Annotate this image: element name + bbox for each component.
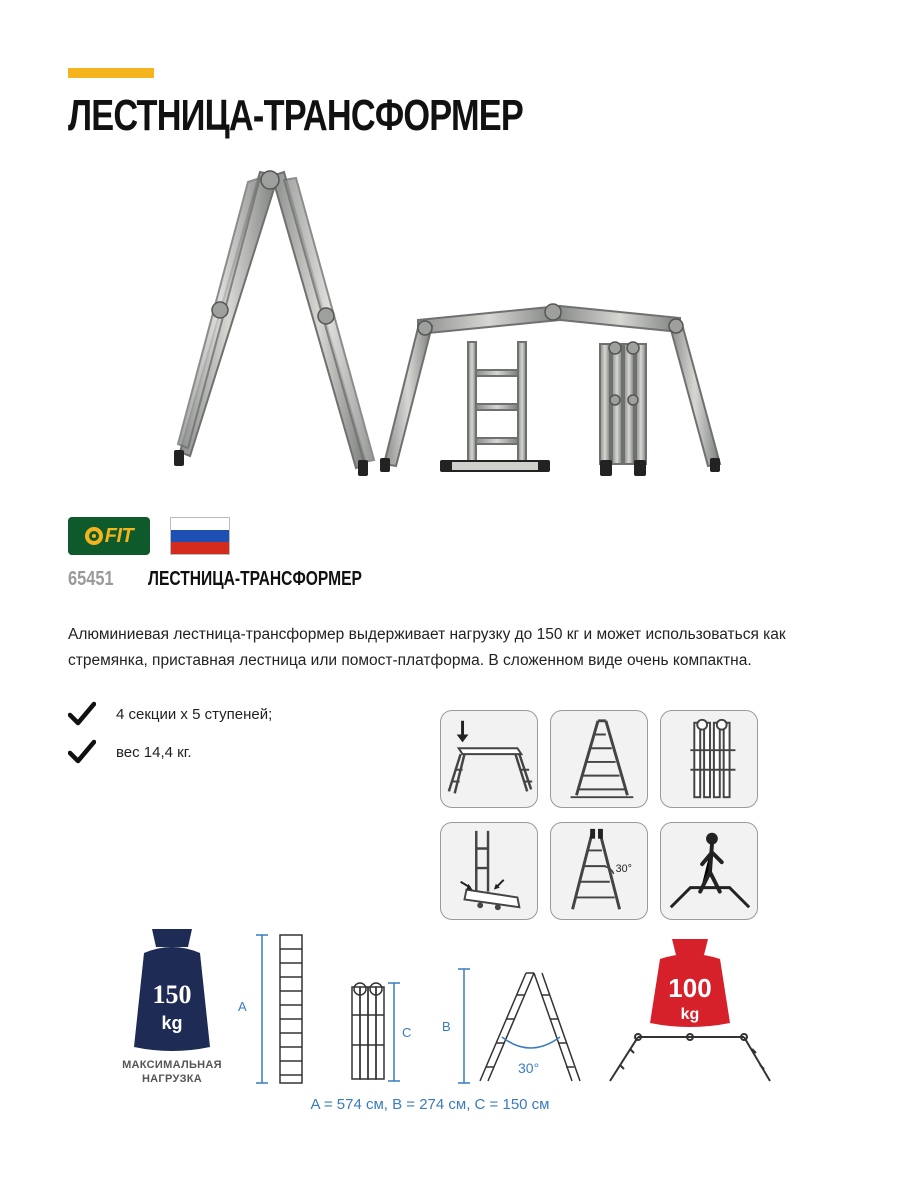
checkmark-icon (68, 739, 96, 765)
feature-item (68, 695, 272, 733)
platform-load-weight-icon (650, 939, 730, 1027)
max-load-label (116, 1058, 228, 1086)
dim-b-letter: B (442, 1019, 451, 1034)
feature-item (68, 733, 272, 771)
stepladder-icon (550, 710, 648, 808)
hinge-lock-icon (440, 822, 538, 920)
dimensions-text: A = 574 см, B = 274 см, C = 150 см (310, 1096, 550, 1113)
a-frame-ladder (178, 172, 374, 468)
platform-load-icon (440, 710, 538, 808)
product-hero-image (160, 160, 740, 490)
page-title: ЛЕСТНИЦА-ТРАНСФОРМЕР (68, 91, 523, 140)
folded-ladder-drawing (352, 983, 384, 1079)
dim-c-letter: C (402, 1025, 412, 1040)
max-load-value: 150 (152, 980, 192, 1009)
dim-a-letter: A (238, 999, 247, 1014)
fit-logo (68, 517, 150, 555)
product-sku: 65451 (68, 568, 114, 590)
product-description: Алюминиевая лестница-трансформер выдерживает нагрузку до 150 кг и может использоваться как стремянка, приставная лестница или помост-платформа. В сложенном виде очень компактна. (68, 626, 786, 669)
platform-load-unit: kg (680, 1006, 700, 1023)
dimension-b (458, 969, 470, 1083)
angle-30-label: 30° (615, 862, 632, 875)
max-load-weight-icon (134, 929, 210, 1051)
platform-drawing (610, 1034, 770, 1081)
accent-bar (68, 68, 154, 78)
folded-ladder-icon (660, 710, 758, 808)
folded-ladder (600, 344, 646, 464)
walking-person-icon (660, 822, 758, 920)
extended-ladder-drawing (280, 935, 302, 1083)
max-load-label-line2: НАГРУЗКА (141, 1073, 203, 1085)
product-name: ЛЕСТНИЦА-ТРАНСФОРМЕР (148, 568, 362, 590)
angle-30-icon (550, 822, 648, 920)
platform-load-value: 100 (668, 973, 712, 1003)
straight-ladder (468, 342, 526, 464)
feature-text: 4 секции х 5 ступеней; (116, 705, 273, 723)
dimension-c (388, 983, 400, 1081)
russia-flag-icon (170, 517, 230, 555)
a-frame-feet (174, 450, 368, 476)
dimension-a (256, 935, 268, 1083)
fit-logo-text: FIT (104, 524, 134, 547)
feature-text: вес 14,4 кг. (116, 743, 192, 761)
max-load-label-line1: МАКСИМАЛЬНАЯ (122, 1059, 222, 1071)
fit-logo-mark (85, 527, 103, 545)
checkmark-icon (68, 701, 96, 727)
angle-label: 30° (518, 1060, 540, 1076)
max-load-unit: kg (161, 1013, 183, 1033)
feature-list (68, 695, 272, 771)
